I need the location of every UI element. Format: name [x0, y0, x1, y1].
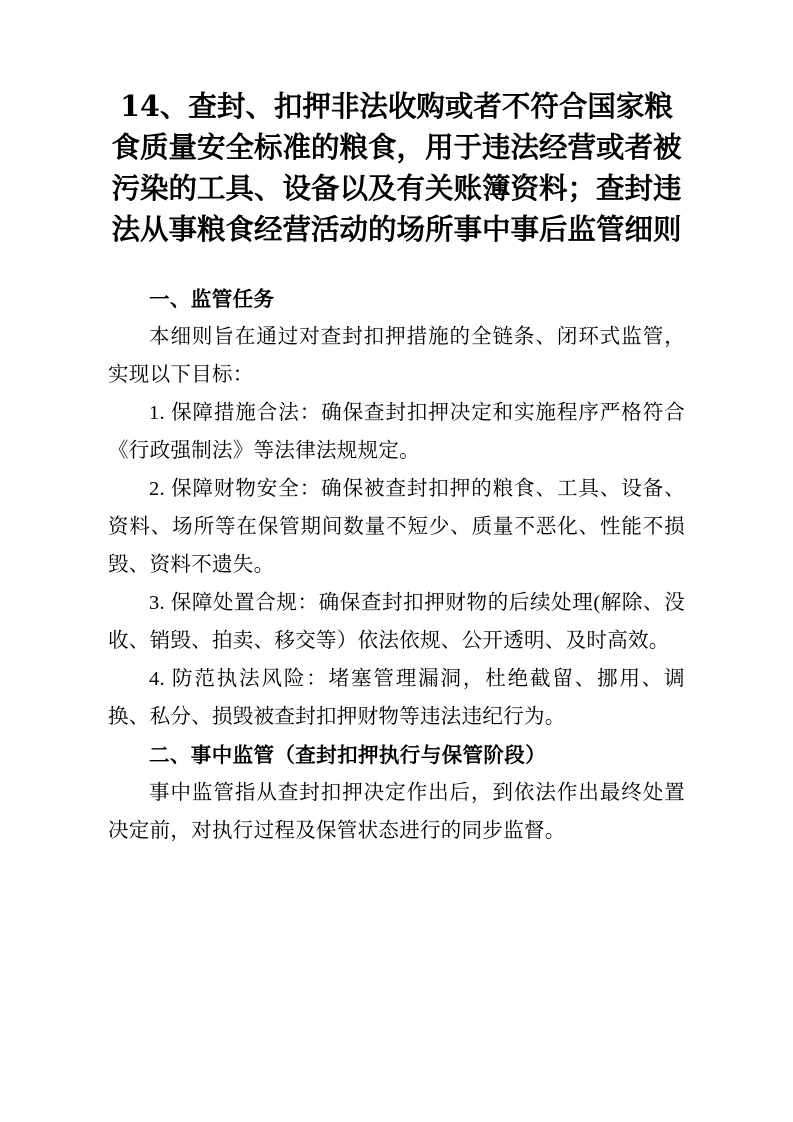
section-1-paragraph-1: 本细则旨在通过对查封扣押措施的全链条、闭环式监管，实现以下目标： — [108, 326, 685, 386]
page-title: 14、查封、扣押非法收购或者不符合国家粮食质量安全标准的粮食，用于违法经营或者被污染的工具、设备以及有关账簿资料；查封违法从事粮食经营活动的场所事中事后监管细则 — [111, 89, 682, 246]
section-2-paragraph-1: 事中监管指从查封扣押决定作出后，到依法作出最终处置决定前，对执行过程及保管状态进行的同步监督。 — [108, 782, 685, 842]
section-1-paragraph-5: 4. 防范执法风险：堵塞管理漏洞，杜绝截留、挪用、调换、私分、损毁被查封扣押财物等违法违纪行为。 — [108, 668, 685, 728]
section-heading-1: 一、监管任务 — [149, 287, 275, 311]
section-1-paragraph-4: 3. 保障处置合规：确保查封扣押财物的后续处理(解除、没收、销毁、拍卖、移交等）依法依规、公开透明、及时高效。 — [108, 592, 685, 652]
section-1-paragraph-2: 1. 保障措施合法：确保查封扣押决定和实施程序严格符合《行政强制法》等法律法规规定。 — [108, 402, 685, 462]
section-1-paragraph-3: 2. 保障财物安全：确保被查封扣押的粮食、工具、设备、资料、场所等在保管期间数量不短少、质量不恶化、性能不损毁、资料不遗失。 — [108, 478, 685, 576]
document-body — [108, 280, 685, 850]
section-heading-2: 二、事中监管（查封扣押执行与保管阶段） — [149, 743, 547, 767]
title-body-spacer — [108, 264, 685, 280]
